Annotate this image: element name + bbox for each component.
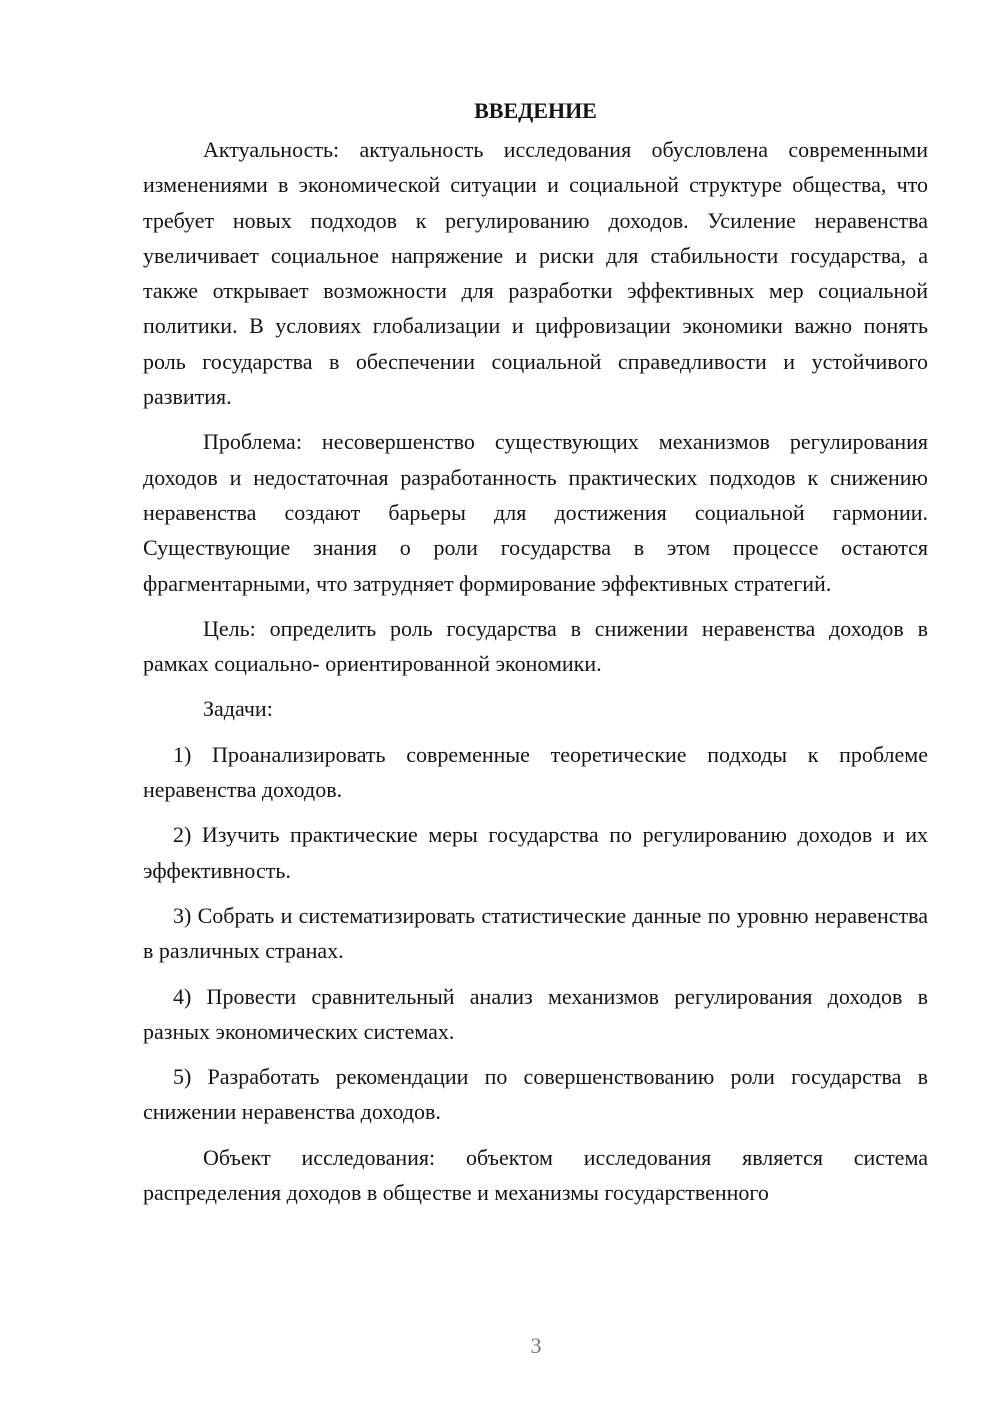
task-item: 3) Собрать и систематизировать статистические данные по уровню неравенства в различных странах. <box>143 902 928 964</box>
task-item: 1) Проанализировать современные теоретические подходы к проблеме неравенства доходов. <box>143 741 928 803</box>
paragraph-problem: Проблема: несовершенство существующих механизмов регулирования доходов и недостаточная разработанность практических подходов к снижению неравенства создают барьеры для достижения социальной гармонии. Существующие знания о роли государства в этом процессе остаются фрагментарными, что затрудняет формирование эффективных стратегий. <box>143 429 928 596</box>
section-heading: ВВЕДЕНИЕ <box>474 98 597 123</box>
task-item: 4) Провести сравнительный анализ механизмов регулирования доходов в разных экономических системах. <box>143 983 928 1044</box>
page-content <box>143 96 928 1210</box>
task-item: 5) Разработать рекомендации по совершенствованию роли государства в снижении неравенства доходов. <box>143 1064 928 1125</box>
task-item: 2) Изучить практические меры государства по регулированию доходов и их эффективность. <box>143 822 928 883</box>
paragraph-object: Объект исследования: объектом исследования является система распределения доходов в обществе и механизмы государственного <box>143 1144 928 1206</box>
paragraph-goal: Цель: определить роль государства в снижении неравенства доходов в рамках социально- ориентированной экономики. <box>143 615 928 677</box>
paragraph-tasks-label: Задачи: <box>203 696 273 722</box>
paragraph-relevance: Актуальность: актуальность исследования обусловлена современными изменениями в экономической ситуации и социальной структуре общества, что требует новых подходов к регулированию доходов. Усиление неравенства увеличивает социальное напряжение и риски для стабильности государства, а также открывает возможности для разработки эффективных мер социальной политики. В условиях глобализации и цифровизации экономики важно понять роль государства в обеспечении социальной справедливости и устойчивого развития. <box>143 137 928 410</box>
page-number: 3 <box>530 1333 542 1358</box>
